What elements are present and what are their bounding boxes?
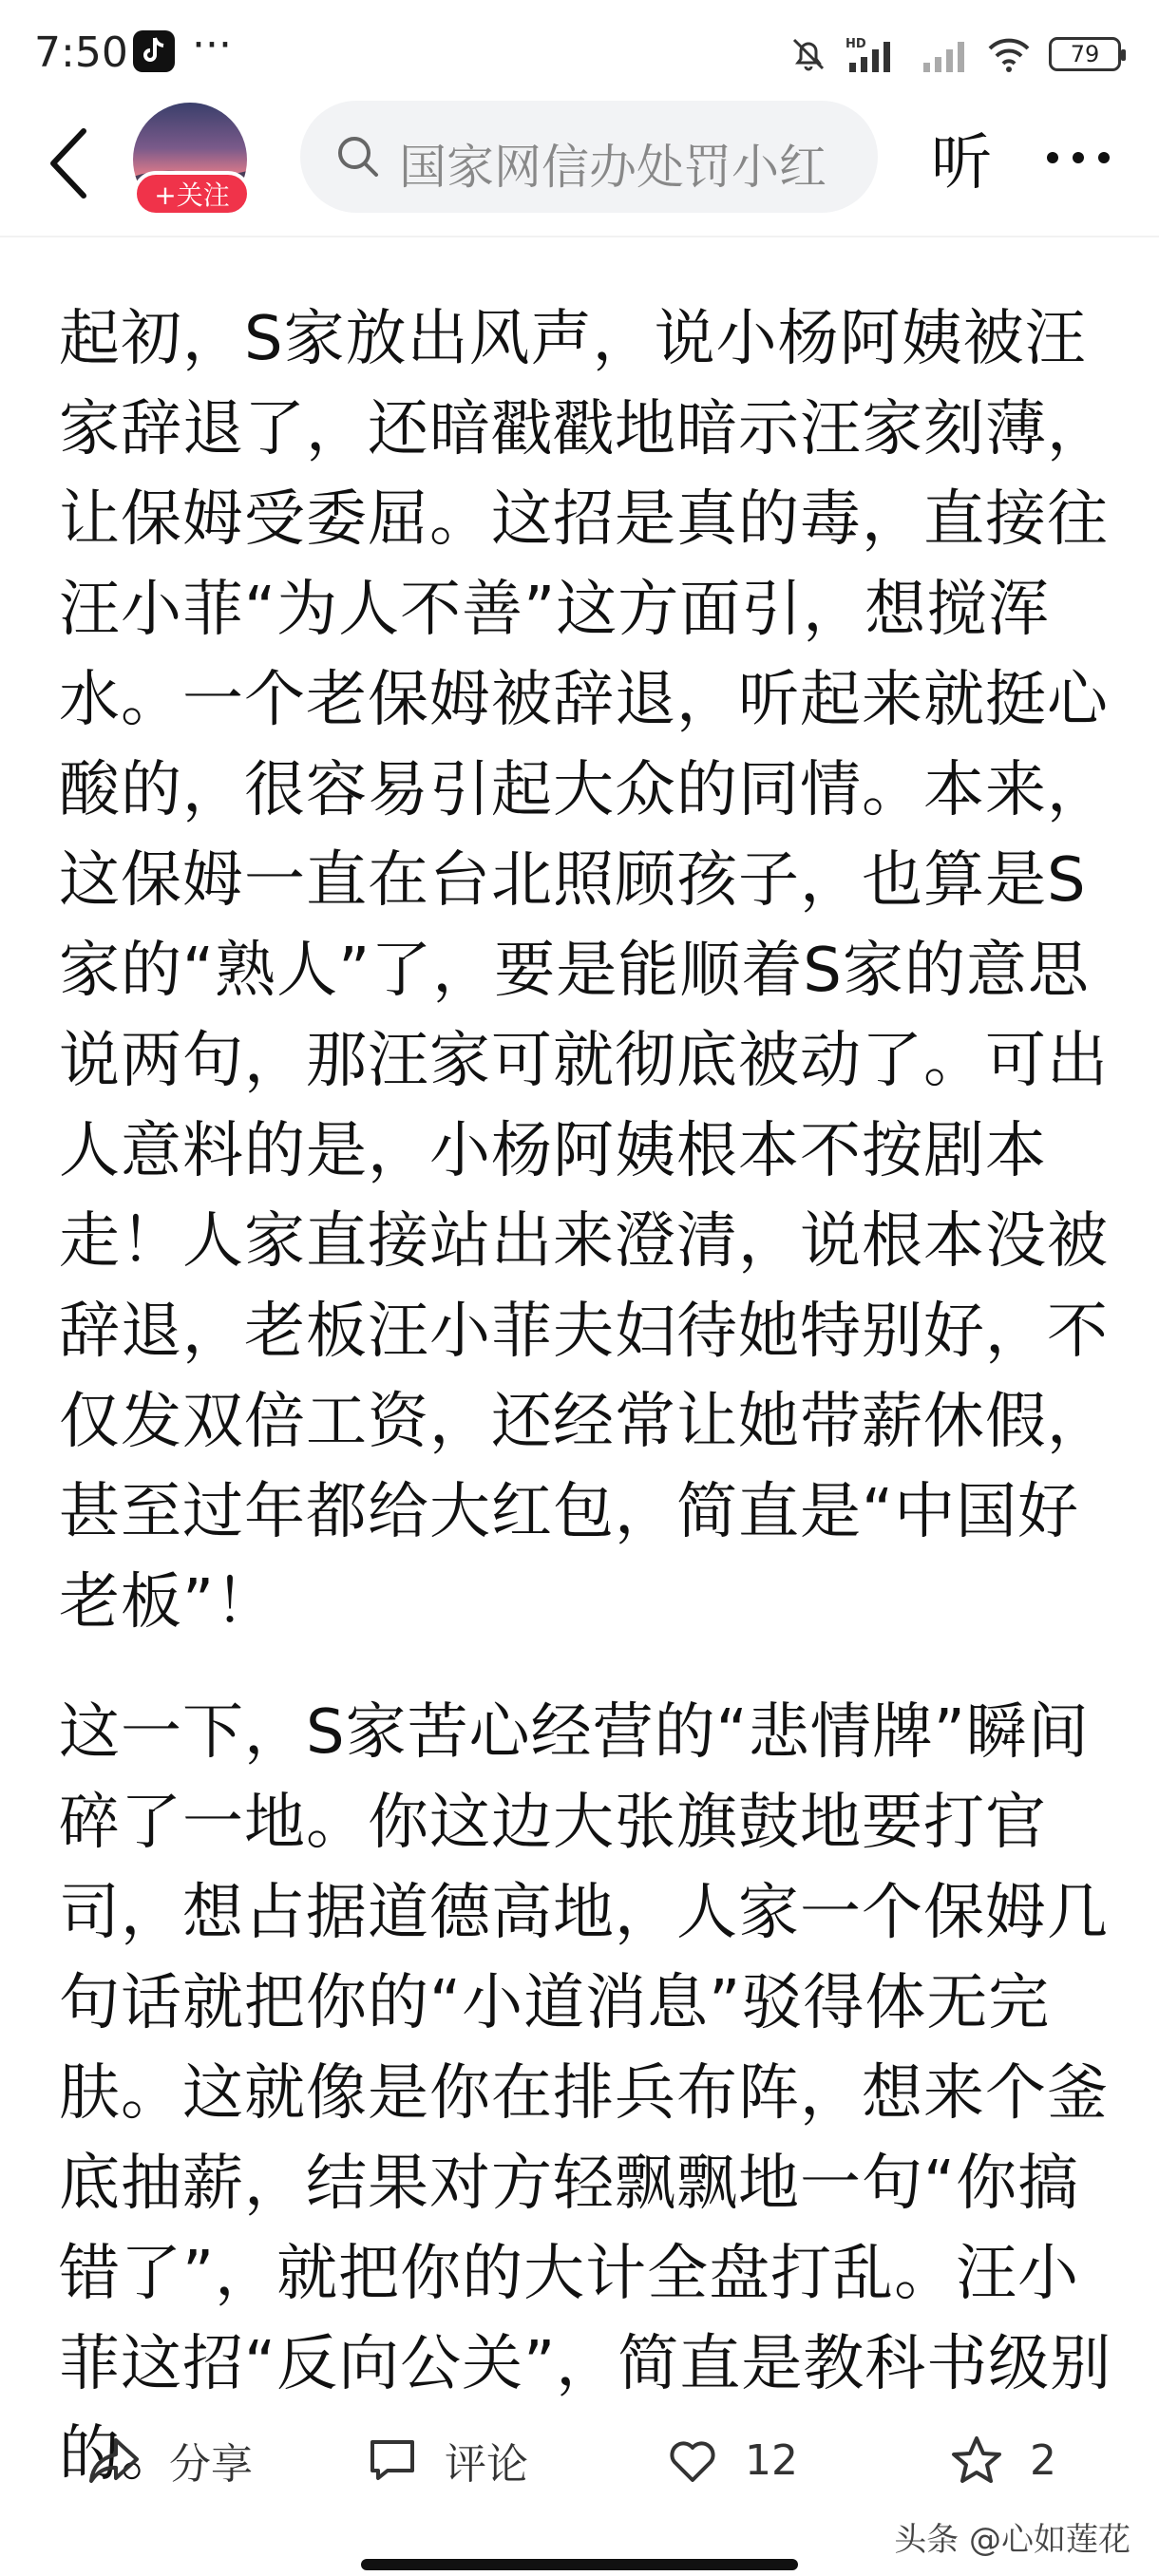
- svg-text:HD: HD: [846, 37, 866, 51]
- action-bar: [0, 2413, 1159, 2517]
- search-input[interactable]: [300, 101, 878, 213]
- nav-bar: [0, 95, 1159, 237]
- star-icon: [950, 2434, 1003, 2486]
- comment-button[interactable]: [367, 2432, 528, 2489]
- signal-icon: [922, 34, 969, 74]
- tiktok-icon: [133, 30, 175, 72]
- favorite-count: 2: [1030, 2435, 1056, 2485]
- follow-button[interactable]: +关注: [133, 171, 251, 217]
- share-icon: [87, 2434, 142, 2486]
- article-body: [59, 294, 1113, 2540]
- wifi-icon: [986, 35, 1032, 73]
- like-count: 12: [745, 2435, 798, 2485]
- mute-bell-icon: [788, 34, 828, 74]
- article-paragraph: 起初，S家放出风声，说小杨阿姨被汪家辞退了，还暗戳戳地暗示汪家刻薄，让保姆受委屈。这招是真的毒，直接往汪小菲“为人不善”这方面引，想搅浑水。一个老保姆被辞退，听起来就挺心酸的，很容易引起大众的同情。本来，这保姆一直在台北照顾孩子，也算是S家的“熟人”了，要是能顺着S家的意思说两句，那汪家可就彻底被动了。可出人意料的是，小杨阿姨根本不按剧本走！人家直接站出来澄清，说根本没被辞退，老板汪小菲夫妇待她特别好，不仅发双倍工资，还经常让她带薪休假，甚至过年都给大红包，简直是“中国好老板”！: [59, 304, 1109, 1638]
- status-more-icon: ···: [192, 21, 232, 69]
- listen-button[interactable]: 听: [931, 128, 992, 199]
- hd-signal-icon: [846, 34, 904, 74]
- status-icons: [788, 30, 1121, 78]
- share-label: 分享: [169, 2440, 253, 2489]
- comment-icon: [367, 2434, 418, 2486]
- search-placeholder: 国家网信办处罚小红: [399, 140, 826, 195]
- chevron-left-icon: [42, 116, 99, 211]
- watermark: 头条 @心如莲花: [894, 2521, 1130, 2559]
- nav-divider: [0, 236, 1159, 237]
- comment-label: 评论: [445, 2440, 528, 2489]
- home-indicator[interactable]: [361, 2559, 798, 2570]
- status-time: 7:50: [34, 28, 128, 77]
- like-button[interactable]: [667, 2432, 798, 2489]
- battery-icon: [1049, 37, 1121, 71]
- back-button[interactable]: [42, 116, 99, 211]
- more-icon[interactable]: [1045, 146, 1112, 169]
- share-button[interactable]: [87, 2432, 253, 2489]
- favorite-button[interactable]: [950, 2432, 1056, 2489]
- battery-level: 79: [1070, 41, 1100, 67]
- heart-icon: [667, 2436, 718, 2484]
- search-icon: [334, 133, 382, 180]
- article-paragraph: 这一下，S家苦心经营的“悲情牌”瞬间碎了一地。你这边大张旗鼓地要打官司，想占据道德高地，人家一个保姆几句话就把你的“小道消息”驳得体无完肤。这就像是你在排兵布阵，想来个釜底抽薪，结果对方轻飘飘地一句“你搞错了”，就把你的大计全盘打乱。汪小菲这招“反向公关”，简直是教科书级别的。: [59, 1697, 1112, 2490]
- status-bar: [0, 0, 1159, 104]
